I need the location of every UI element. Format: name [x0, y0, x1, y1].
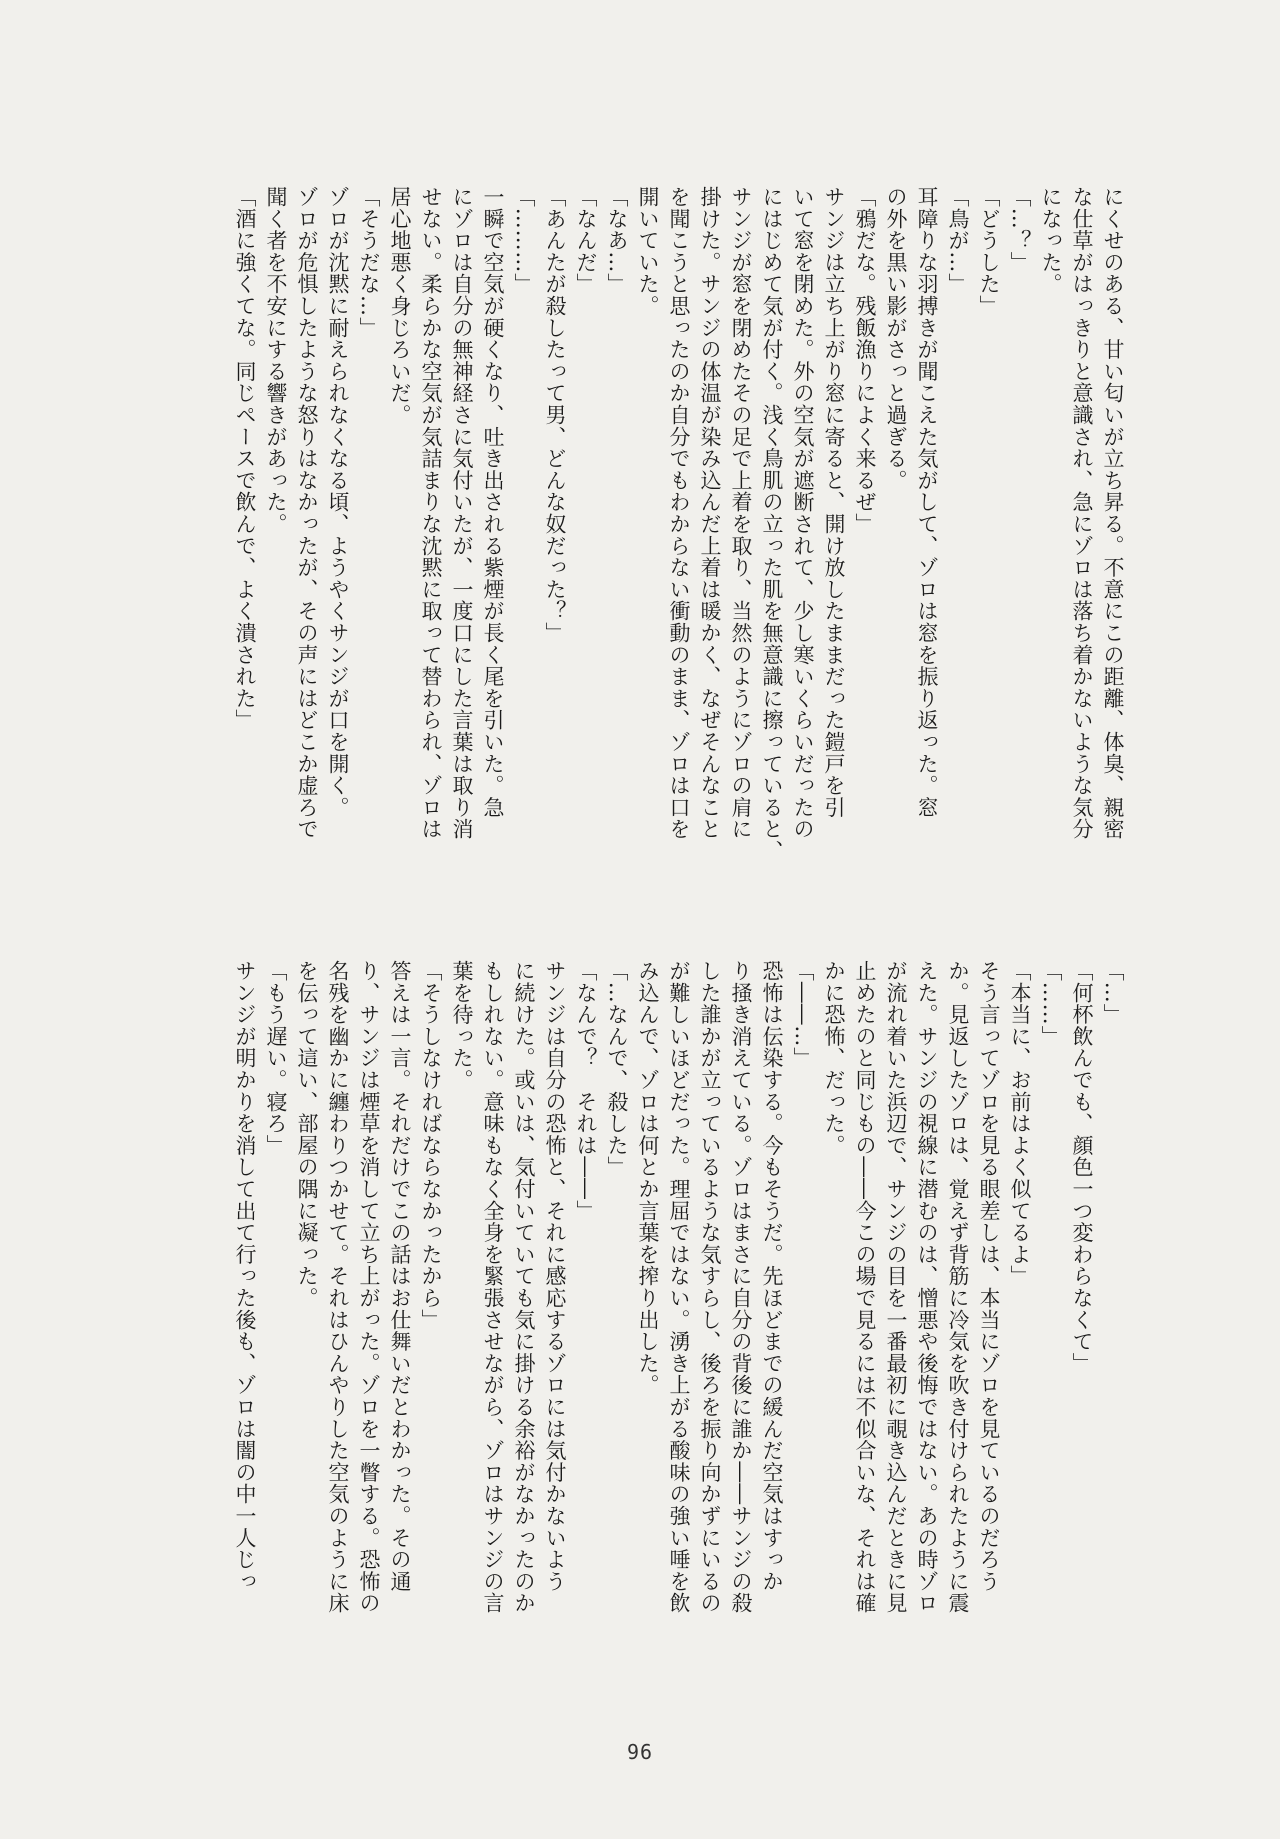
text-line: の外を黒い影がさっと過ぎる。: [884, 186, 908, 492]
text-line: 恐怖は伝染する。今もそうだ。先ほどまでの緩んだ空気はすっか: [760, 960, 784, 1593]
text-line: 聞く者を不安にする響きがあった。: [264, 186, 288, 535]
text-line: サンジは自分の恐怖と、それに感応するゾロには気付かないよう: [543, 960, 567, 1593]
text-line: サンジが窓を閉めたその足で上着を取り、当然のようにゾロの肩に: [729, 186, 753, 840]
text-line: 「………」: [512, 186, 536, 295]
text-line: サンジは立ち上がり窓に寄ると、開け放したままだった鎧戸を引: [822, 186, 846, 819]
text-line: 「…なんで、殺した」: [605, 960, 629, 1178]
text-line: を聞こうと思ったのか自分でもわからない衝動のまま、ゾロは口を: [667, 186, 691, 840]
text-line: な仕草がはっきりと意識され、急にゾロは落ち着かないような気分: [1070, 186, 1094, 840]
lower-text-block: [168, 960, 1128, 1660]
text-line: 「本当に、お前はよく似てるよ」: [1008, 960, 1032, 1287]
text-line: が流れ着いた浜辺で、サンジの目を一番最初に覗き込んだときに見: [884, 960, 908, 1614]
text-line: を伝って這い、部屋の隅に凝った。: [295, 960, 319, 1309]
text-line: せない。柔らかな空気が気詰まりな沈黙に取って替わられ、ゾロは: [419, 186, 443, 840]
text-line: 「あんたが殺したって男、どんな奴だった？」: [543, 186, 567, 644]
text-line: 「…？」: [1008, 186, 1032, 274]
text-line: か。見返したゾロは、覚えず背筋に冷気を吹き付けられたように震: [946, 960, 970, 1614]
text-line: 「…」: [1101, 960, 1125, 1026]
text-line: 答えは一言。それだけでこの話はお仕舞いだとわかった。その通: [388, 960, 412, 1593]
text-line: 居心地悪く身じろいだ。: [388, 186, 412, 426]
text-line: 掛けた。サンジの体温が染み込んだ上着は暖かく、なぜそんなこと: [698, 186, 722, 840]
text-line: 「酒に強くてな。同じペースで飲んで、よく潰された」: [233, 186, 257, 731]
text-line: にゾロは自分の無神経さに気付いたが、一度口にした言葉は取り消: [450, 186, 474, 840]
text-line: 止めたのと同じもの――今この場で見るには不似合いな、それは確: [853, 960, 877, 1614]
text-line: 「――…」: [791, 960, 815, 1069]
text-line: えた。サンジの視線に潜むのは、憎悪や後悔ではない。あの時ゾロ: [915, 960, 939, 1614]
page-number: 96: [626, 1740, 654, 1764]
text-line: 「鴉だな。残飯漁りによく来るぜ」: [853, 186, 877, 535]
text-line: 「……」: [1039, 960, 1063, 1048]
text-line: そう言ってゾロを見る眼差しは、本当にゾロを見ているのだろう: [977, 960, 1001, 1593]
text-line: ゾロが危惧したような怒りはなかったが、その声にはどこか虚ろで: [295, 186, 319, 840]
text-line: 「なんだ」: [574, 186, 598, 295]
text-line: 「そうしなければならなかったから」: [419, 960, 443, 1331]
text-line: 「鳥が…」: [946, 186, 970, 295]
text-line: 耳障りな羽搏きが聞こえた気がして、ゾロは窓を振り返った。窓: [915, 186, 939, 819]
text-line: み込んで、ゾロは何とか言葉を搾り出した。: [636, 960, 660, 1396]
text-line: 一瞬で空気が硬くなり、吐き出される紫煙が長く尾を引いた。急: [481, 186, 505, 819]
text-line: 「なんで？ それは――」: [574, 960, 598, 1222]
text-line: にくせのある、甘い匂いが立ち昇る。不意にこの距離、体臭、親密: [1101, 186, 1125, 840]
text-line: いて窓を閉めた。外の空気が遮断されて、少し寒いくらいだったの: [791, 186, 815, 840]
text-line: り、サンジは煙草を消して立ち上がった。ゾロを一瞥する。恐怖の: [357, 960, 381, 1614]
text-line: 開いていた。: [636, 186, 660, 317]
text-line: に続けた。或いは、気付いていても気に掛ける余裕がなかったのか: [512, 960, 536, 1614]
text-line: 「そうだな…」: [357, 186, 381, 339]
text-line: 「何杯飲んでも、顔色一つ変わらなくて」: [1070, 960, 1094, 1375]
text-line: になった。: [1039, 186, 1063, 295]
text-line: 葉を待った。: [450, 960, 474, 1091]
text-line: 「どうした」: [977, 186, 1001, 317]
text-line: り掻き消えている。ゾロはまさに自分の背後に誰か――サンジの殺: [729, 960, 753, 1614]
text-line: サンジが明かりを消して出て行った後も、ゾロは闇の中一人じっ: [233, 960, 257, 1593]
text-line: ゾロが沈黙に耐えられなくなる頃、ようやくサンジが口を開く。: [326, 186, 350, 819]
upper-text-block: [168, 186, 1128, 886]
text-line: かに恐怖、だった。: [822, 960, 846, 1157]
text-line: が難しいほどだった。理屈ではない。湧き上がる酸味の強い唾を飲: [667, 960, 691, 1614]
text-line: もしれない。意味もなく全身を緊張させながら、ゾロはサンジの言: [481, 960, 505, 1614]
text-line: 「もう遅い。寝ろ」: [264, 960, 288, 1157]
text-line: した誰かが立っているような気すらし、後ろを振り向かずにいるの: [698, 960, 722, 1614]
text-line: にはじめて気が付く。浅く鳥肌の立った肌を無意識に擦っていると、: [760, 186, 784, 862]
text-line: 名残を幽かに纏わりつかせて。それはひんやりした空気のように床: [326, 960, 350, 1614]
text-line: 「なあ…」: [605, 186, 629, 295]
